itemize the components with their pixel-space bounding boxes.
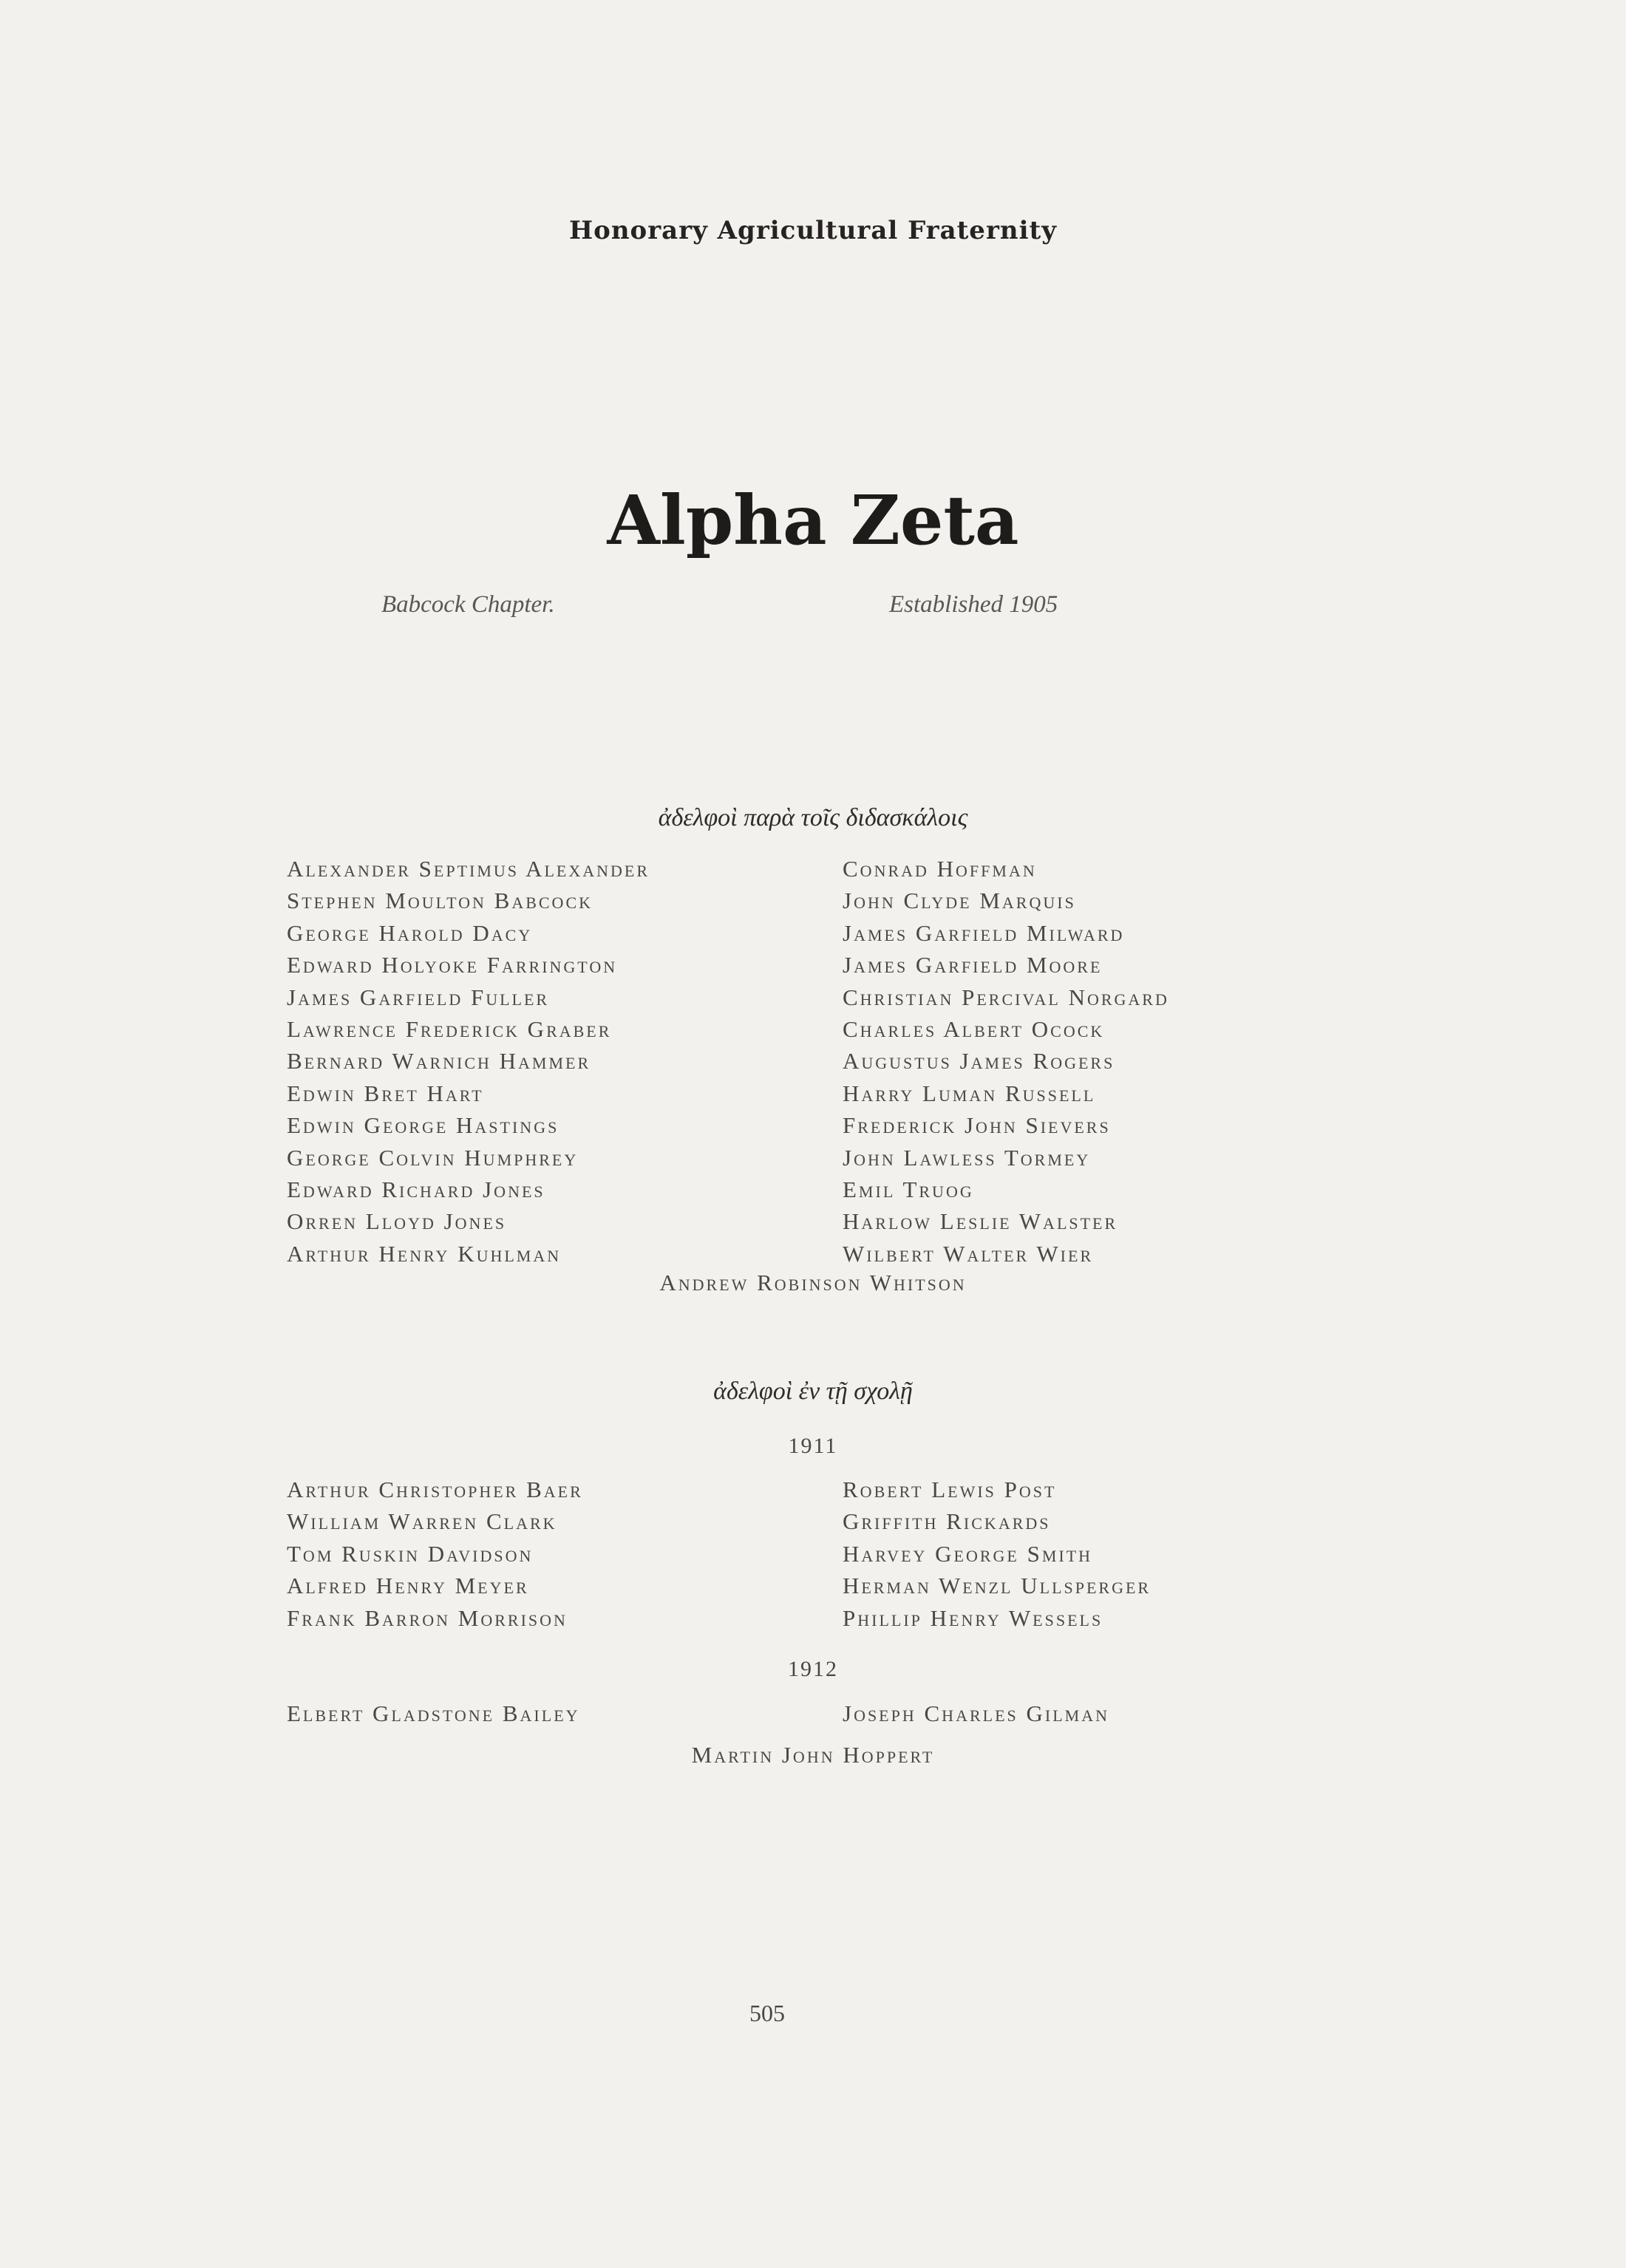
list-item: Stephen Moulton Babcock: [287, 888, 593, 914]
list-item: Charles Albert Ocock: [843, 1015, 1105, 1042]
students-heading: ἀδελφοὶ ἐν τῇ σχολῇ: [713, 1378, 913, 1405]
list-item: Robert Lewis Post: [843, 1477, 1057, 1502]
list-item: Edwin Bret Hart: [287, 1080, 484, 1106]
list-item: Arthur Christopher Baer: [287, 1477, 583, 1502]
page-title: Alpha Zeta: [607, 480, 1019, 560]
list-item: Tom Ruskin Davidson: [287, 1540, 534, 1567]
list-item: Wilbert Walter Wier: [843, 1240, 1094, 1267]
faculty-right-list: [843, 853, 1169, 1270]
list-item: James Garfield Fuller: [287, 984, 550, 1010]
list-item: Alfred Henry Meyer: [287, 1573, 529, 1599]
class-1911-left-list: [287, 1474, 583, 1634]
faculty-left-list: [287, 853, 650, 1270]
class-1912-right-list: [843, 1697, 1109, 1729]
faculty-heading: ἀδελφοὶ παρὰ τοῖς διδασκάλοις: [658, 804, 968, 831]
class-1912-center-name: Martin John Hoppert: [691, 1742, 935, 1768]
list-item: Edwin George Hastings: [287, 1112, 559, 1139]
chapter-name: Babcock Chapter.: [381, 591, 555, 618]
list-item: Phillip Henry Wessels: [843, 1604, 1103, 1631]
list-item: Harlow Leslie Walster: [843, 1208, 1118, 1235]
list-item: Bernard Warnich Hammer: [287, 1048, 591, 1075]
list-item: Herman Wenzl Ullsperger: [843, 1573, 1152, 1599]
list-item: John Clyde Marquis: [843, 888, 1076, 914]
list-item: Harry Luman Russell: [843, 1080, 1096, 1106]
list-item: John Lawless Tormey: [843, 1144, 1091, 1171]
list-item: Orren Lloyd Jones: [287, 1208, 507, 1235]
list-item: Edward Richard Jones: [287, 1176, 545, 1202]
list-item: Emil Truog: [843, 1176, 974, 1202]
list-item: Griffith Rickards: [843, 1508, 1051, 1535]
class-1912-left-list: [287, 1697, 580, 1729]
year-1912-label: 1912: [788, 1657, 838, 1681]
list-item: George Colvin Humphrey: [287, 1144, 579, 1171]
faculty-center-name: Andrew Robinson Whitson: [659, 1270, 967, 1295]
list-item: Conrad Hoffman: [843, 856, 1037, 882]
list-item: Joseph Charles Gilman: [843, 1700, 1109, 1726]
list-item: Frederick John Sievers: [843, 1112, 1111, 1139]
running-header: Honorary Agricultural Fraternity: [569, 216, 1057, 245]
list-item: William Warren Clark: [287, 1508, 557, 1535]
year-1911-label: 1911: [788, 1434, 838, 1458]
page-number: 505: [749, 2000, 785, 2026]
list-item: James Garfield Milward: [843, 919, 1125, 946]
list-item: Elbert Gladstone Bailey: [287, 1700, 580, 1726]
list-item: Christian Percival Norgard: [843, 984, 1169, 1010]
list-item: James Garfield Moore: [843, 952, 1103, 978]
class-1911-right-list: [843, 1474, 1151, 1634]
established-date: Established 1905: [889, 591, 1058, 618]
list-item: Lawrence Frederick Graber: [287, 1015, 612, 1042]
list-item: Augustus James Rogers: [843, 1048, 1115, 1075]
list-item: Harvey George Smith: [843, 1540, 1093, 1567]
list-item: Frank Barron Morrison: [287, 1604, 568, 1631]
list-item: George Harold Dacy: [287, 919, 533, 946]
list-item: Edward Holyoke Farrington: [287, 952, 618, 978]
list-item: Alexander Septimus Alexander: [287, 856, 650, 882]
list-item: Arthur Henry Kuhlman: [287, 1240, 562, 1267]
